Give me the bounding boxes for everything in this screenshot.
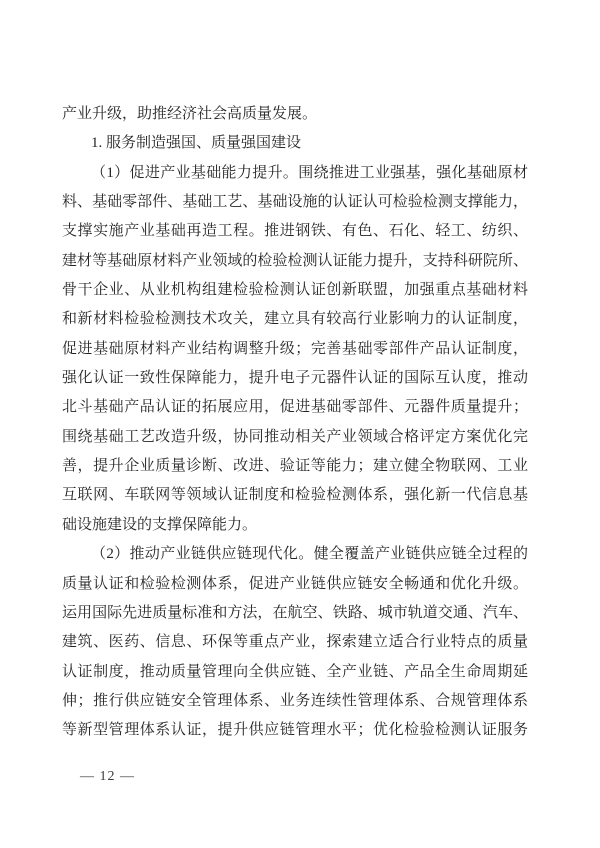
- text-line: 互联网、车联网等领域认证制度和检验检测体系，强化新一代信息基: [62, 487, 528, 504]
- page-number: — 12 —: [80, 769, 135, 784]
- text-line: 伸；推行供应链安全管理体系、业务连续性管理体系、合规管理体系: [62, 692, 528, 709]
- text-line: 促进基础原材料产业结构调整升级；完善基础零部件产品认证制度，: [62, 340, 528, 357]
- text-line: 质量认证和检验检测体系，促进产业链供应链安全畅通和优化升级。: [62, 575, 528, 592]
- text-line: 等新型管理体系认证，提升供应链管理水平；优化检验检测认证服务: [62, 722, 528, 739]
- text-line: 建材等基础原材料产业领域的检验检测认证能力提升，支持科研院所、: [62, 252, 528, 269]
- text-line: （1）促进产业基础能力提升。围绕推进工业强基，强化基础原材: [91, 164, 528, 181]
- text-line: 料、基础零部件、基础工艺、基础设施的认证认可检验检测支撑能力，: [62, 194, 528, 211]
- document-body: [62, 100, 528, 746]
- text-line: 1. 服务制造强国、质量强国建设: [91, 135, 302, 152]
- text-line: 骨干企业、从业机构组建检验检测认证创新联盟，加强重点基础材料: [62, 282, 528, 299]
- text-line: 建筑、医药、信息、环保等重点产业，探索建立适合行业特点的质量: [62, 634, 528, 651]
- text-line: 强化认证一致性保障能力，提升电子元器件认证的国际互认度，推动: [62, 370, 528, 387]
- text-line: 善，提升企业质量诊断、改进、验证等能力；建立健全物联网、工业: [62, 458, 528, 475]
- text-line: 础设施建设的支撑保障能力。: [62, 516, 258, 533]
- text-line: （2）推动产业链供应链现代化。健全覆盖产业链供应链全过程的: [91, 546, 528, 563]
- text-line: 围绕基础工艺改造升级，协同推动相关产业领域合格评定方案优化完: [62, 428, 528, 445]
- text-line: 支撑实施产业基础再造工程。推进钢铁、有色、石化、轻工、纺织、: [62, 223, 528, 240]
- text-line: 认证制度，推动质量管理向全供应链、全产业链、产品全生命周期延: [62, 663, 528, 680]
- text-line: 产业升级，助推经济社会高质量发展。: [62, 106, 318, 122]
- text-line: 和新材料检验检测技术攻关，建立具有较高行业影响力的认证制度，: [62, 311, 528, 328]
- text-line: 运用国际先进质量标准和方法，在航空、铁路、城市轨道交通、汽车、: [62, 604, 528, 621]
- text-line: 北斗基础产品认证的拓展应用，促进基础零部件、元器件质量提升；: [62, 399, 528, 416]
